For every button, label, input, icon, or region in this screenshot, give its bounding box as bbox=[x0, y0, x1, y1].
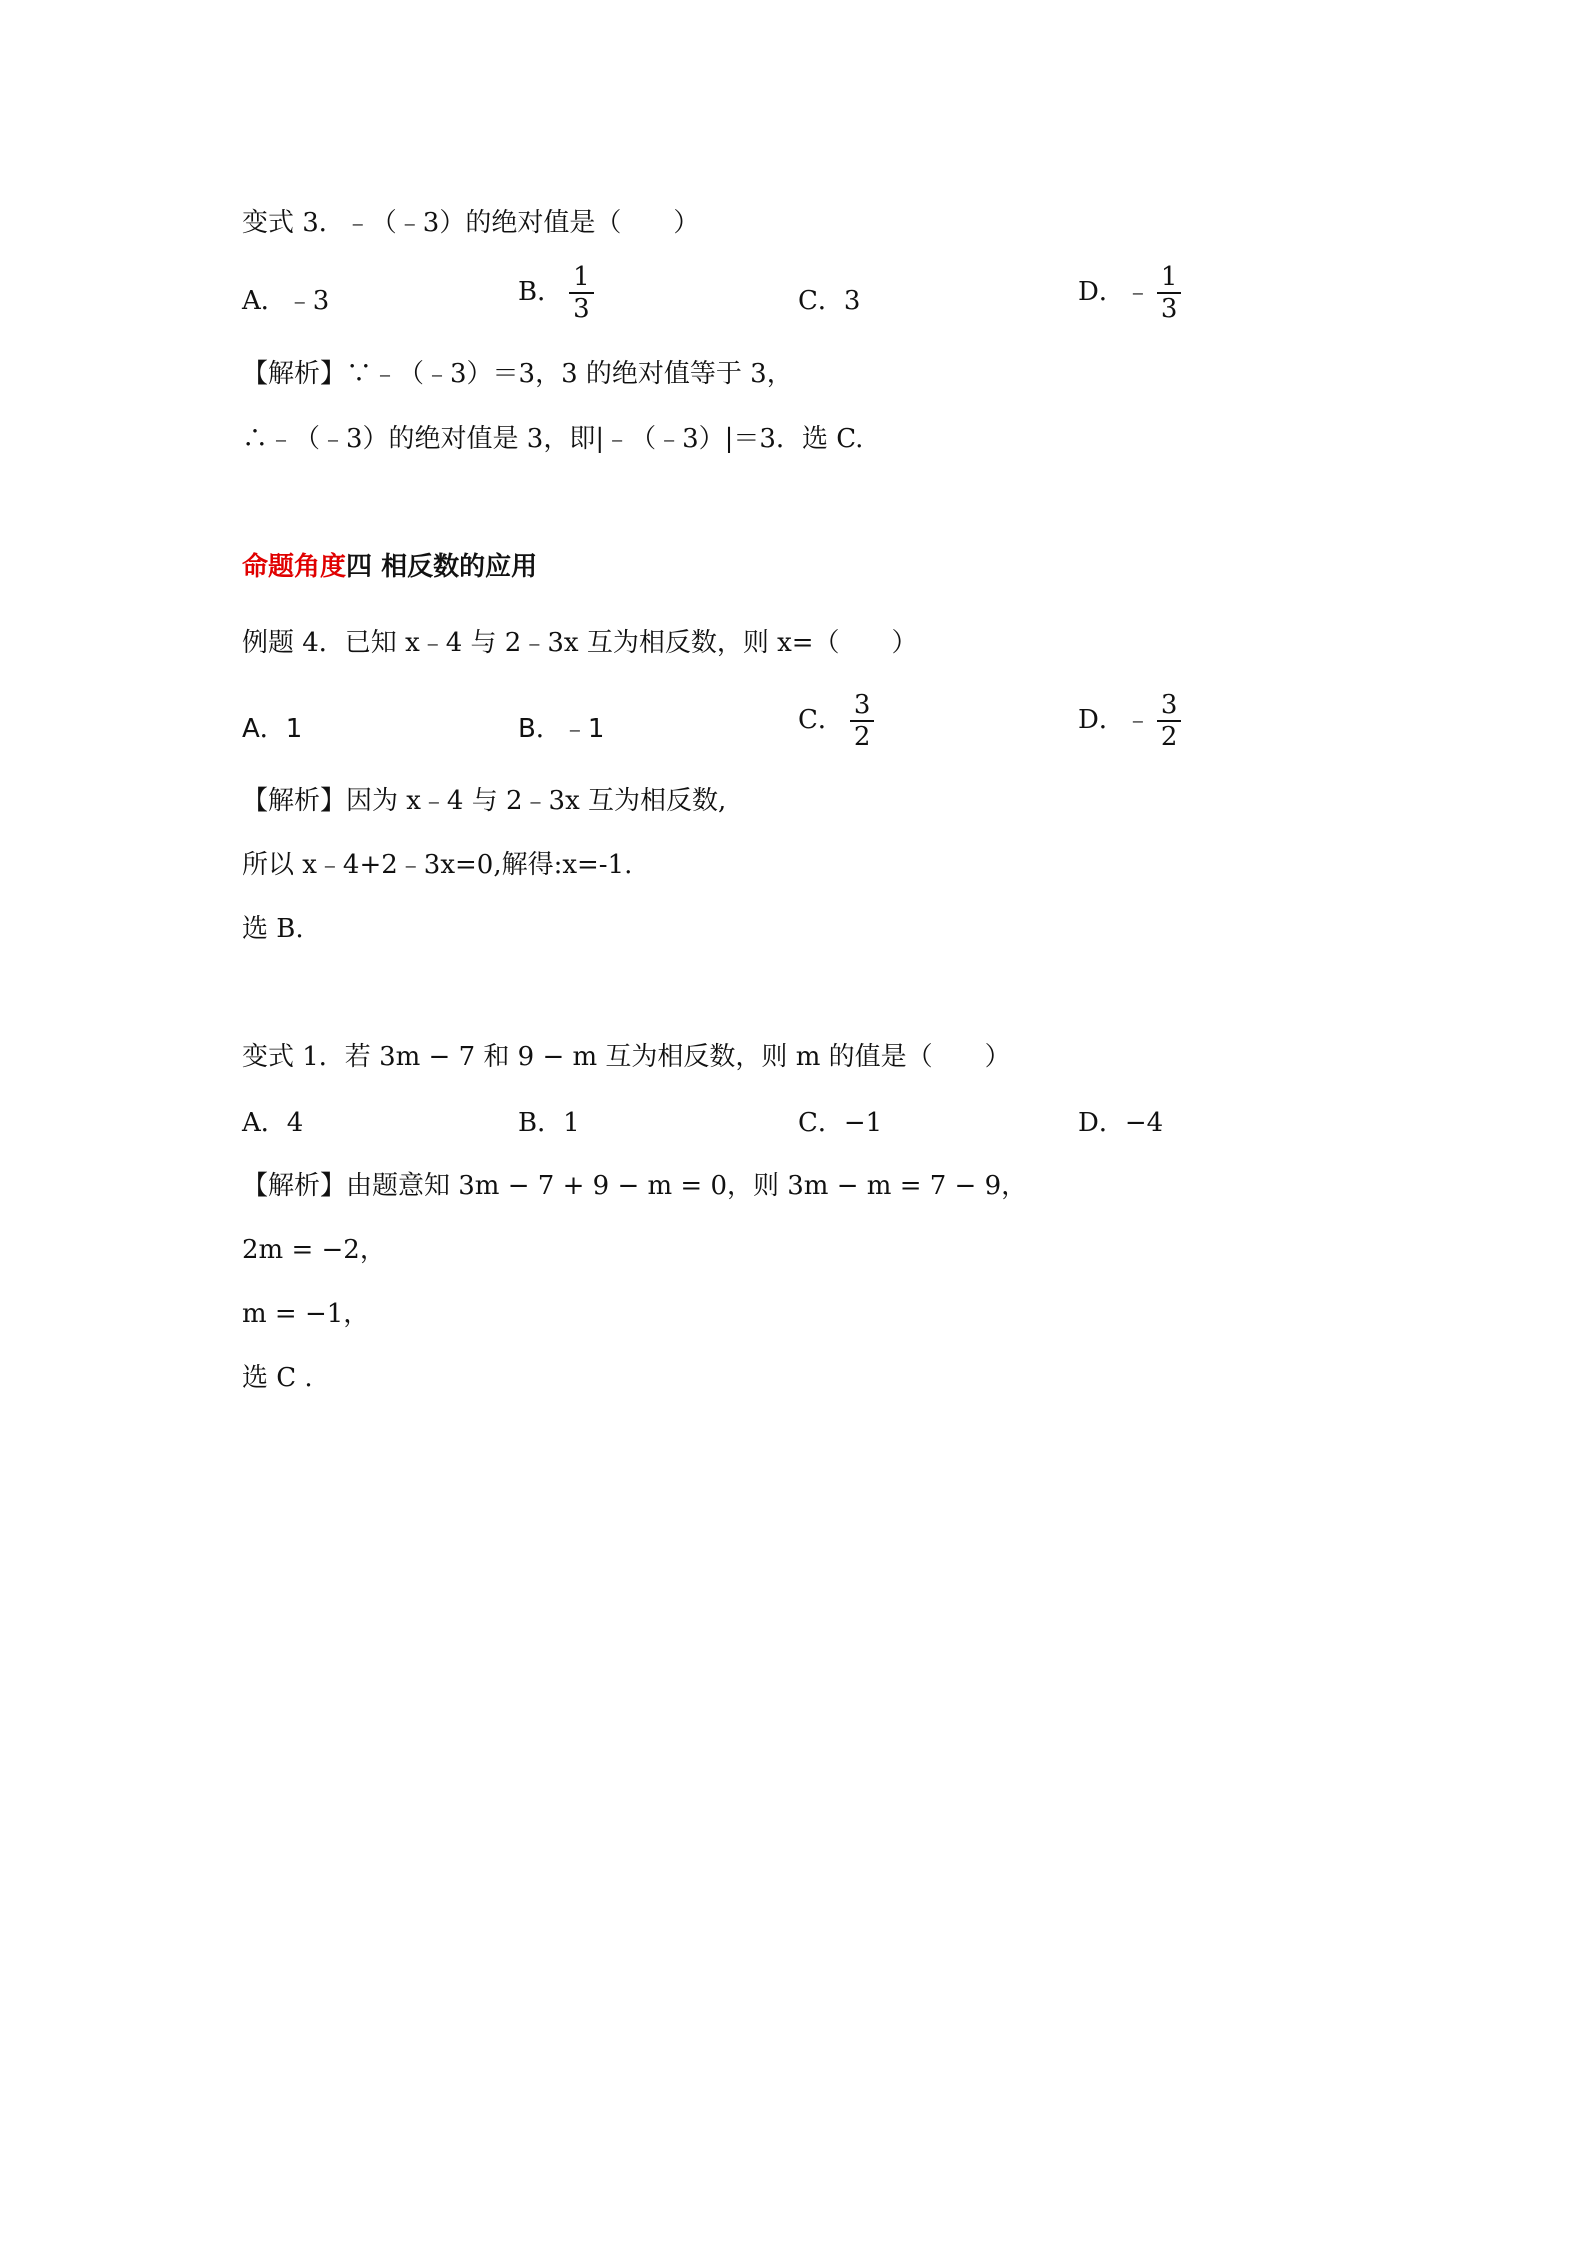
fraction-numerator: 3 bbox=[850, 690, 875, 722]
fraction-numerator: 3 bbox=[1157, 690, 1182, 722]
ex4-option-d bbox=[1078, 690, 1181, 752]
v1-solution-line-4: 选 C . bbox=[242, 1363, 313, 1393]
v3-option-b-fraction bbox=[569, 262, 594, 324]
v1-option-a: A．4 bbox=[242, 1108, 304, 1138]
ex4-option-b: B．﹣1 bbox=[518, 714, 605, 744]
ex4-option-c-label: C． bbox=[798, 705, 844, 735]
v3-option-d bbox=[1078, 262, 1181, 324]
v1-solution-line-3: m = −1， bbox=[242, 1299, 370, 1329]
fraction-denominator: 3 bbox=[1160, 294, 1178, 324]
v1-option-b: B．1 bbox=[518, 1108, 580, 1138]
question-v1: 变式 1．若 3m − 7 和 9 − m 互为相反数，则 m 的值是（ ） bbox=[242, 1042, 1011, 1072]
v1-option-c: C．−1 bbox=[798, 1108, 883, 1138]
ex4-option-d-label: D．﹣ bbox=[1078, 705, 1151, 735]
ex4-option-c-fraction bbox=[850, 690, 875, 752]
v1-solution-line-1: 【解析】由题意知 3m − 7 + 9 − m = 0，则 3m − m = 7 − 9， bbox=[242, 1171, 1028, 1201]
ex4-option-d-fraction bbox=[1157, 690, 1182, 752]
v3-option-b bbox=[518, 262, 594, 324]
fraction-denominator: 2 bbox=[853, 722, 871, 752]
v3-option-d-label: D．﹣ bbox=[1078, 277, 1151, 307]
v3-option-b-label: B． bbox=[518, 277, 564, 307]
question-ex4: 例题 4．已知 x﹣4 与 2﹣3x 互为相反数，则 x=（ ） bbox=[242, 628, 918, 658]
ex4-option-a: A．1 bbox=[242, 714, 303, 744]
ex4-solution-line-1: 【解析】因为 x﹣4 与 2﹣3x 互为相反数, bbox=[242, 786, 727, 816]
section-heading bbox=[242, 550, 537, 584]
v3-option-a: A．﹣3 bbox=[242, 286, 330, 316]
ex4-solution-line-2: 所以 x﹣4+2﹣3x=0,解得:x=-1. bbox=[242, 850, 633, 880]
question-v3: 变式 3．﹣（﹣3）的绝对值是（ ） bbox=[242, 208, 700, 238]
v3-option-d-fraction bbox=[1157, 262, 1182, 324]
v1-solution-line-2: 2m = −2， bbox=[242, 1235, 386, 1265]
section-heading-title: 四 相反数的应用 bbox=[346, 552, 538, 582]
section-heading-label: 命题角度 bbox=[242, 552, 347, 582]
fraction-numerator: 1 bbox=[569, 262, 594, 294]
v3-option-c: C．3 bbox=[798, 286, 861, 316]
v3-solution-line-2: ∴﹣（﹣3）的绝对值是 3，即|﹣（﹣3）|＝3．选 C. bbox=[242, 424, 864, 454]
fraction-denominator: 2 bbox=[1160, 722, 1178, 752]
fraction-denominator: 3 bbox=[573, 294, 590, 324]
fraction-numerator: 1 bbox=[1157, 262, 1182, 294]
ex4-option-c bbox=[798, 690, 874, 752]
v3-solution-line-1: 【解析】∵﹣（﹣3）＝3，3 的绝对值等于 3， bbox=[242, 359, 793, 389]
v1-option-d: D．−4 bbox=[1078, 1108, 1164, 1138]
ex4-solution-line-3: 选 B. bbox=[242, 914, 304, 944]
